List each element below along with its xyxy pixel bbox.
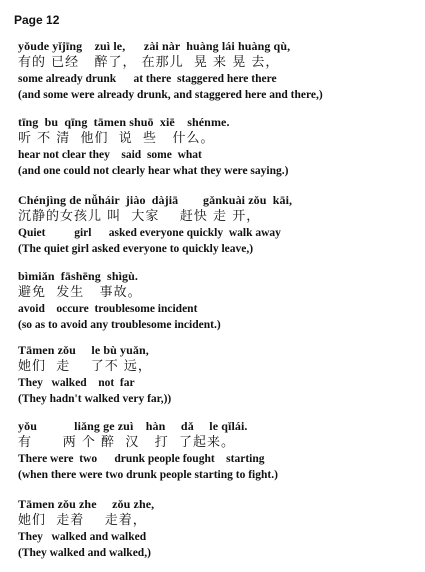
gloss-line: They walked and walked bbox=[18, 531, 147, 543]
chinese-line: 听 不 清 他们 说 些 什么。 bbox=[18, 131, 215, 146]
stanza-3 bbox=[18, 192, 418, 257]
pinyin-line: Chénjìng de nǚháir jiào dàjiā gǎnkuài zǒu kāi, bbox=[18, 193, 293, 207]
stanza-7 bbox=[18, 496, 418, 561]
translation-line: (The quiet girl asked everyone to quickly leave,) bbox=[18, 243, 254, 255]
pinyin-line: Tāmen zǒu zhe zǒu zhe, bbox=[18, 497, 155, 511]
translation-line: (when there were two drunk people starting to fight.) bbox=[18, 469, 278, 481]
translation-line: (They hadn't walked very far,)) bbox=[18, 393, 172, 405]
chinese-line: 有 两 个 醉 汉 打 了起来。 bbox=[18, 435, 235, 450]
pinyin-line: Tāmen zǒu le bù yuǎn, bbox=[18, 343, 149, 357]
stanza-2 bbox=[18, 114, 418, 179]
pinyin-line: bìmiǎn fāshēng shìgù. bbox=[18, 269, 139, 283]
gloss-line: hear not clear they said some what bbox=[18, 149, 202, 161]
gloss-line: Quiet girl asked everyone quickly walk away bbox=[18, 227, 281, 239]
chinese-line: 她们 走着 走着， bbox=[18, 513, 147, 528]
stanza-6 bbox=[18, 418, 418, 483]
chinese-line: 有的 已经 醉了， 在那儿 晃 来 晃 去， bbox=[18, 55, 280, 70]
gloss-line: They walked not far bbox=[18, 377, 135, 389]
pinyin-line: yǒu liǎng ge zuì hàn dǎ le qǐlái. bbox=[18, 419, 248, 433]
stanza-4 bbox=[18, 268, 418, 333]
gloss-line: avoid occure troublesome incident bbox=[18, 303, 198, 315]
stanza-1 bbox=[18, 38, 418, 103]
translation-line: (They walked and walked,) bbox=[18, 547, 151, 559]
chinese-line: 她们 走 了不 远， bbox=[18, 359, 152, 374]
translation-line: (and some were already drunk, and staggered here and there,) bbox=[18, 89, 323, 101]
page-number-label: Page 12 bbox=[14, 13, 60, 27]
translation-line: (so as to avoid any troublesome incident.) bbox=[18, 319, 221, 331]
translation-line: (and one could not clearly hear what they were saying.) bbox=[18, 165, 289, 177]
chinese-line: 沉静的女孩儿 叫 大家 赶快 走 开， bbox=[18, 209, 261, 224]
pinyin-line: yǒude yǐjīng zuì le, zài nàr huàng lái huàng qù, bbox=[18, 39, 291, 53]
pinyin-line: tīng bu qīng tāmen shuō xiē shénme. bbox=[18, 115, 230, 129]
stanza-5 bbox=[18, 342, 418, 407]
gloss-line: There were two drunk people fought starting bbox=[18, 453, 265, 465]
chinese-line: 避免 发生 事故。 bbox=[18, 285, 142, 300]
gloss-line: some already drunk at there staggered here there bbox=[18, 73, 277, 85]
